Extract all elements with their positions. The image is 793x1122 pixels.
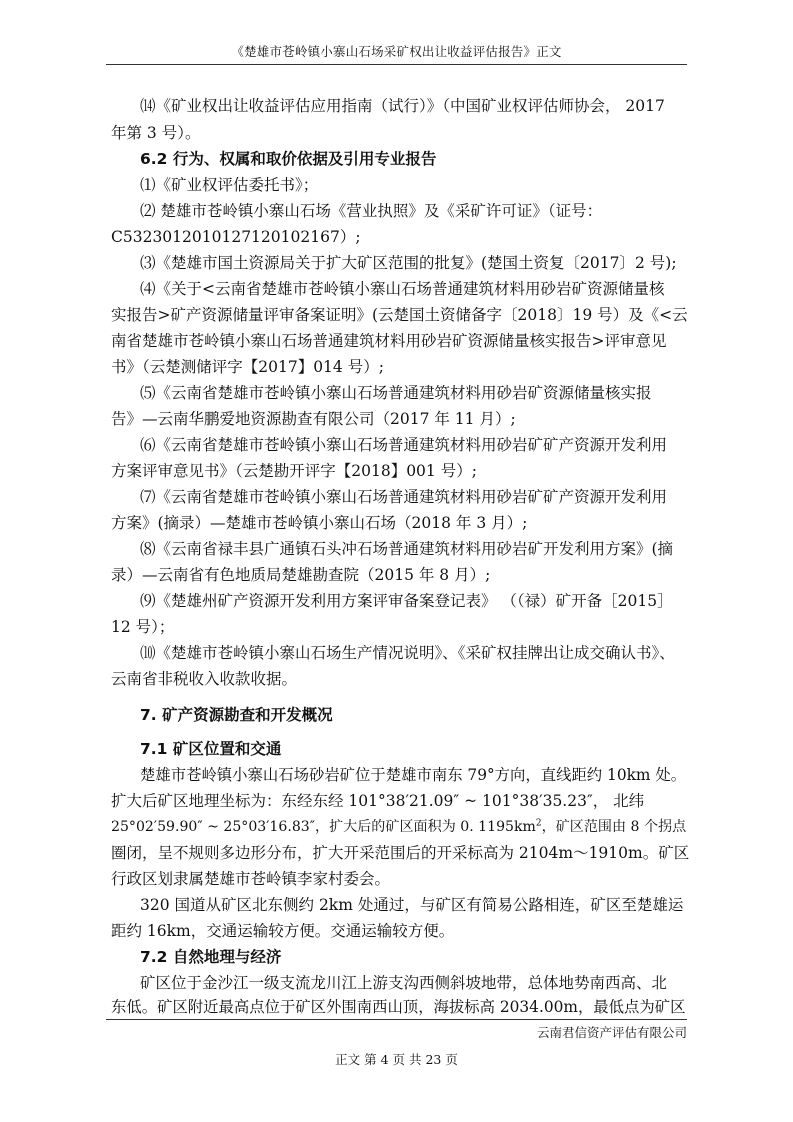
ref-2-line-1: ⑵ 楚雄市苍岭镇小寨山石场《营业执照》及《采矿许可证》（证号： xyxy=(140,202,603,220)
ref-14-line-2: 年第 3 号）。 xyxy=(111,124,201,142)
ref-5-line-2: 告》—云南华鹏爱地资源勘查有限公司（2017 年 11 月）; xyxy=(111,410,516,428)
geography-para-line-2: 东低。矿区附近最高点位于矿区外围南西山顶，海拔标高 2034.00m，最低点为矿区 xyxy=(111,998,686,1016)
ref-10-line-2: 云南省非税收入收款收据。 xyxy=(111,670,298,688)
ref-8-line-2: 录）—云南省有色地质局楚雄勘查院（2015 年 8 月）; xyxy=(111,566,491,584)
geography-para-line-1: 矿区位于金沙江一级支流龙川江上游支沟西侧斜坡地带，总体地势南西高、北 xyxy=(140,974,668,992)
location-para-line-5: 行政区划隶属楚雄市苍岭镇李家村委会。 xyxy=(111,870,391,888)
ref-4-line-3: 南省楚雄市苍岭镇小寨山石场普通建筑材料用砂岩矿资源储量核实报告>评审意见 xyxy=(111,332,667,350)
ref-6-line-1: ⑹《云南省楚雄市苍岭镇小寨山石场普通建筑材料用砂岩矿矿产资源开发利用 xyxy=(140,436,668,454)
ref-9-line-1: ⑼《楚雄州矿产资源开发利用方案评审备案登记表》 （（禄）矿开备［2015］ xyxy=(140,592,673,610)
location-para-line-4: 圈闭，呈不规则多边形分布，扩大开采范围后的开采标高为 2104m～1910m。矿区 xyxy=(111,844,690,862)
coordinates-text: 25°02′59.90″ ~ 25°03′16.83″，扩大后的矿区面积为 0. 1195km xyxy=(111,819,536,835)
location-para-line-3 xyxy=(111,814,689,840)
header-divider xyxy=(106,64,687,65)
location-para-line-1: 楚雄市苍岭镇小寨山石场砂岩矿位于楚雄市南东 79°方向，直线距约 10km 处。 xyxy=(140,766,687,784)
traffic-para-line-1: 320 国道从矿区北东侧约 2km 处通过，与矿区有简易公路相连，矿区至楚雄运 xyxy=(140,896,684,914)
traffic-para-line-2: 距约 16km，交通运输较方便。交通运输较方便。 xyxy=(111,922,455,940)
footer-divider xyxy=(106,1019,687,1020)
ref-4-line-2: 实报告>矿产资源储量评审备案证明》(云楚国土资储备字〔2018〕19 号）及《<云 xyxy=(111,306,688,324)
section-7-2-heading: 7.2 自然地理与经济 xyxy=(140,948,282,966)
ref-5-line-1: ⑸《云南省楚雄市苍岭镇小寨山石场普通建筑材料用砂岩矿资源储量核实报 xyxy=(140,384,652,402)
ref-10-line-1: ⑽《楚雄市苍岭镇小寨山石场生产情况说明》、《采矿权挂牌出让成交确认书》、 xyxy=(140,644,675,662)
area-unit-superscript: 2 xyxy=(535,818,542,829)
boundary-text: ，矿区范围由 8 个拐点 xyxy=(541,819,687,835)
ref-2-line-2: C5323012010127120102167）; xyxy=(111,228,361,246)
section-7-1-heading: 7.1 矿区位置和交通 xyxy=(140,740,282,758)
ref-1: ⑴《矿业权评估委托书》； xyxy=(140,176,319,194)
ref-8-line-1: ⑻《云南省禄丰县广通镇石头冲石场普通建筑材料用砂岩矿开发利用方案》(摘 xyxy=(140,540,674,558)
ref-6-line-2: 方案评审意见书》（云楚勘开评字【2018】001 号）; xyxy=(111,462,477,480)
ref-14-line-1: ⒁《矿业权出让收益评估应用指南（试行）》（中国矿业权评估师协会， 2017 xyxy=(140,97,665,115)
ref-7-line-2: 方案》(摘录）—楚雄市苍岭镇小寨山石场（2018 年 3 月）; xyxy=(111,514,528,532)
section-7-heading: 7. 矿产资源勘查和开发概况 xyxy=(140,706,333,724)
section-6-2-heading: 6.2 行为、权属和取价依据及引用专业报告 xyxy=(140,150,437,168)
ref-4-line-1: ⑷《关于<云南省楚雄市苍岭镇小寨山石场普通建筑材料用砂岩矿资源储量核 xyxy=(140,280,665,298)
ref-3: ⑶《楚雄市国土资源局关于扩大矿区范围的批复》(楚国土资复〔2017〕2 号); xyxy=(140,254,677,272)
ref-9-line-2: 12 号）； xyxy=(111,618,175,636)
ref-7-line-1: ⑺《云南省楚雄市苍岭镇小寨山石场普通建筑材料用砂岩矿矿产资源开发利用 xyxy=(140,488,668,506)
ref-4-line-4: 书》（云楚测储评字【2017】014 号）; xyxy=(111,358,384,376)
footer-company-name: 云南君信资产评估有限公司 xyxy=(536,1025,687,1040)
page-number: 正文 第 4 页 共 23 页 xyxy=(335,1052,458,1067)
location-para-line-2: 扩大后矿区地理坐标为：东经东经 101°38′21.09″ ~ 101°38′35.23″， 北纬 xyxy=(111,792,645,810)
running-header: 《楚雄市苍岭镇小寨山石场采矿权出让收益评估报告》正文 xyxy=(231,44,562,59)
